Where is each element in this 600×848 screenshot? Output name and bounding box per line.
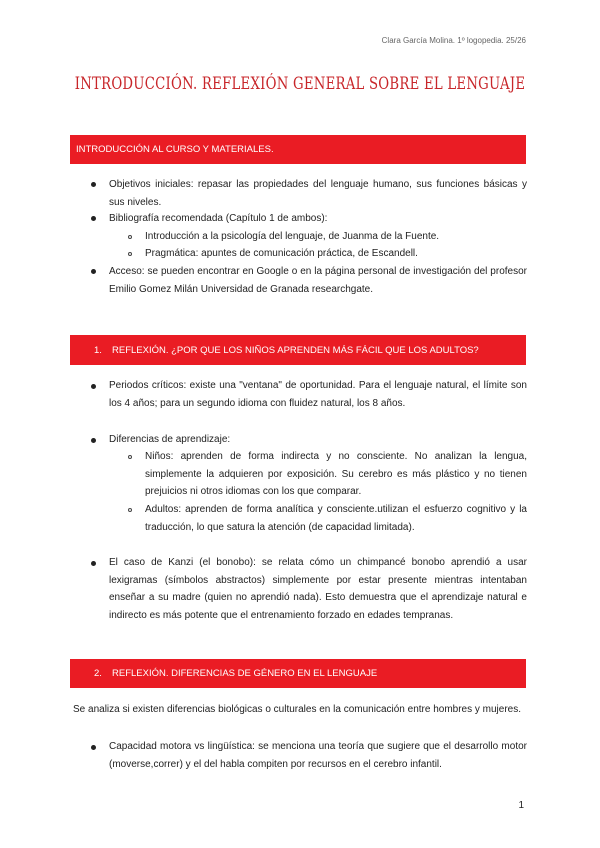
header-author-note: Clara García Molina. 1º logopedia. 25/26 [381, 36, 526, 45]
section-heading: INTRODUCCIÓN AL CURSO Y MATERIALES. [76, 144, 274, 155]
sub-bullet-icon [128, 455, 132, 459]
bullet-icon [91, 561, 96, 566]
bullet-icon [91, 384, 96, 389]
sub-bullet-icon [128, 235, 132, 239]
section-number: 1. [94, 344, 102, 356]
bullet-icon [91, 216, 96, 221]
sub-list-item: Introducción a la psicología del lenguaje, de Juanma de la Fuente. [145, 231, 440, 242]
sub-bullet-icon [128, 508, 132, 512]
list-item: Bibliografía recomendada (Capítulo 1 de ambos): [109, 213, 328, 224]
list-item: Acceso: se pueden encontrar en Google o en la página personal de investigación del profesor Emilio Gomez Milán Universidad de Granada researchgate. [109, 266, 527, 295]
sub-bullet-icon [128, 252, 132, 256]
section-heading: REFLEXIÓN. DIFERENCIAS DE GÉNERO EN EL LENGUAJE [112, 668, 378, 679]
sub-list-item: Adultos: aprenden de forma analítica y consciente.utilizan el esfuerzo cognitivo y la traducción, lo que satura la atención (de capacidad limitada). [145, 504, 527, 533]
list-item: Objetivos iniciales: repasar las propiedades del lenguaje humano, sus funciones básicas y sus niveles. [109, 179, 527, 208]
section-number: 2. [94, 668, 102, 679]
list-item: El caso de Kanzi (el bonobo): se relata cómo un chimpancé bonobo aprendió a usar lexigramas (símbolos abstractos) simplemente por estar presente mientras intentaban enseñar a su madre (quien no aprendió nada). Esto demuestra que el aprendizaje natural e indirecto es más potente que el entrenamiento forzado en edades tempranas. [109, 557, 527, 621]
section-intro-paragraph: Se analiza si existen diferencias biológicas o culturales en la comunicación entre hombres y mujeres. [73, 704, 522, 715]
bullet-icon [91, 438, 96, 443]
bullet-icon [91, 745, 96, 750]
section-banner-2 [70, 659, 526, 688]
list-item: Diferencias de aprendizaje: [109, 434, 231, 445]
list-item: Capacidad motora vs lingüística: se menciona una teoría que sugiere que el desarrollo motor (moverse,correr) y el del habla compiten por recursos en el cerebro infantil. [109, 741, 527, 770]
sub-list-item: Pragmática: apuntes de comunicación práctica, de Escandell. [145, 248, 418, 259]
section-banner-1 [70, 335, 526, 365]
page-number: 1 [518, 800, 524, 811]
section-banner-intro [70, 135, 526, 164]
list-item: Periodos críticos: existe una "ventana" de oportunidad. Para el lenguaje natural, el límite son los 4 años; para un segundo idioma con fluidez natural, los 8 años. [109, 380, 527, 409]
document-title: INTRODUCCIÓN. REFLEXIÓN GENERAL SOBRE EL LENGUAJE [74, 74, 526, 94]
sub-list-item: Niños: aprenden de forma indirecta y no consciente. No analizan la lengua, simplemente la adquieren por exposición. Su cerebro es más plástico y no tienen prejuicios ni otros idiomas con los que comparar. [145, 451, 527, 497]
section-heading: REFLEXIÓN. ¿POR QUE LOS NIÑOS APRENDEN MÁS FÁCIL QUE LOS ADULTOS? [112, 344, 479, 356]
bullet-icon [91, 269, 96, 274]
bullet-icon [91, 182, 96, 187]
